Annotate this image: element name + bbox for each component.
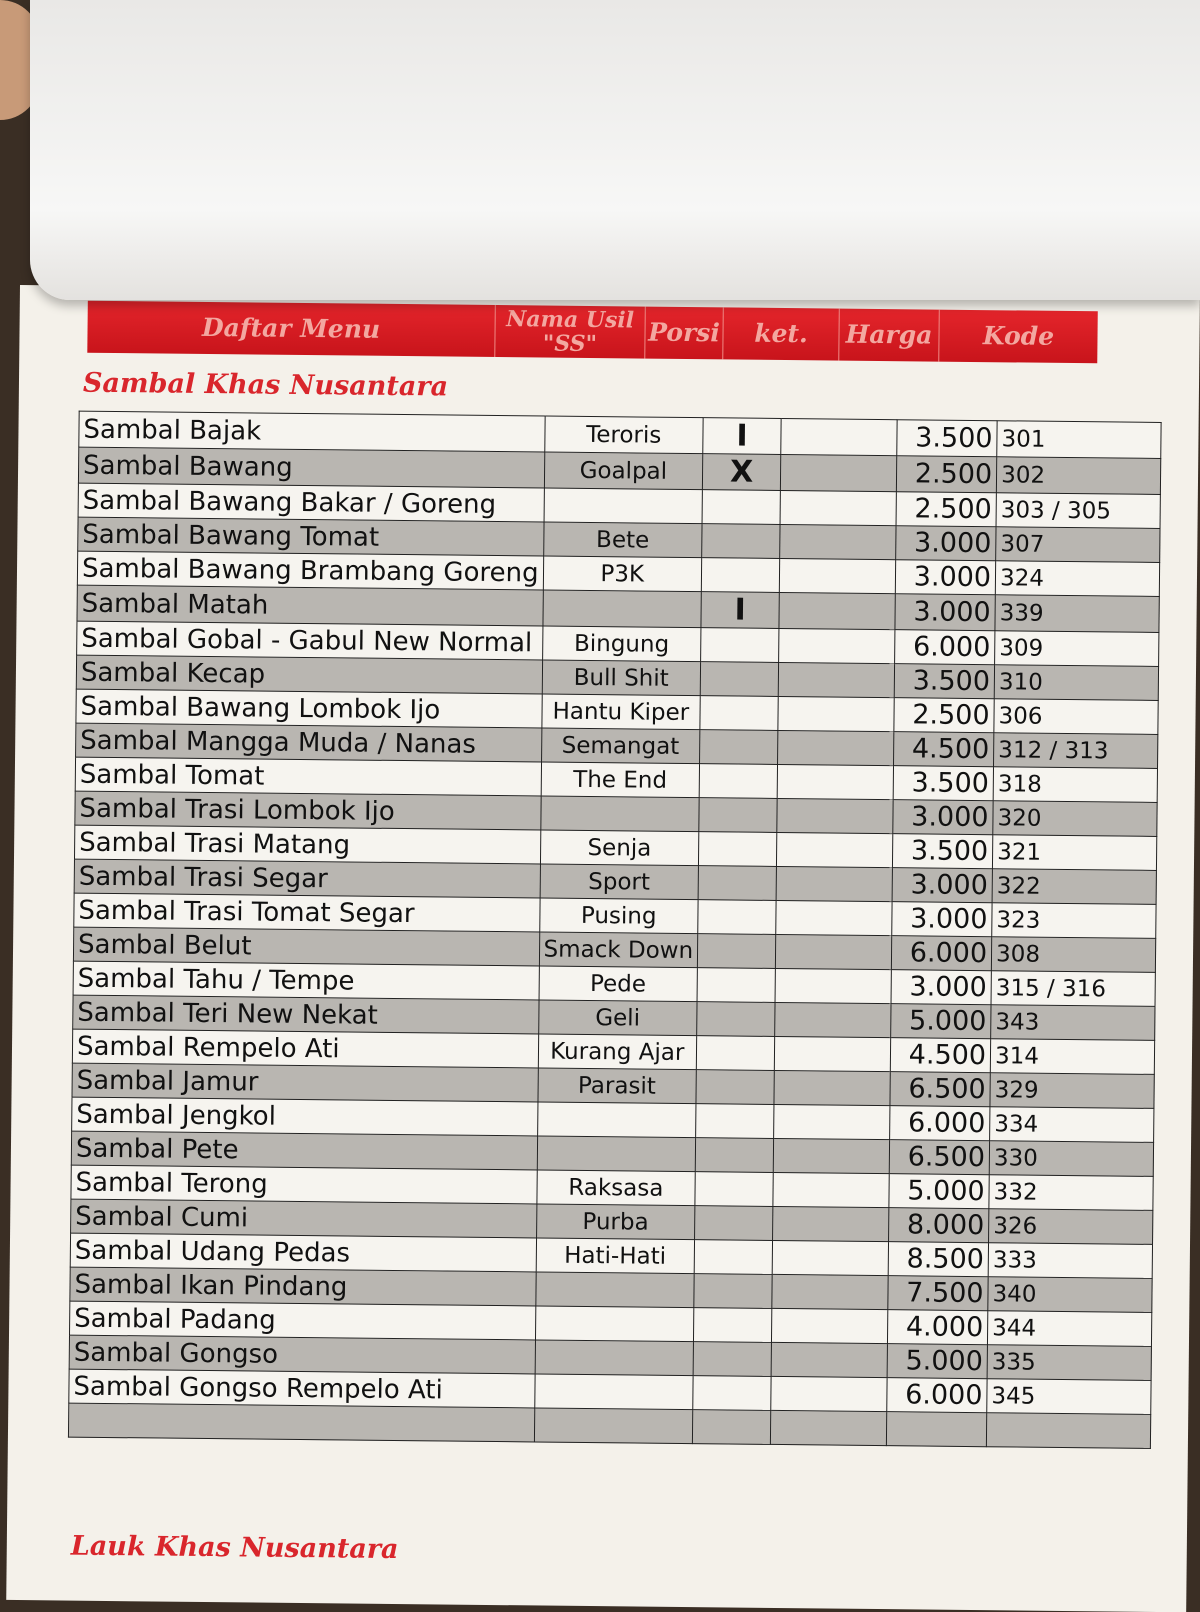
item-nickname: Sport: [540, 864, 699, 900]
item-code: 310: [994, 665, 1158, 701]
item-price: 3.000: [892, 868, 992, 903]
item-nickname: [544, 488, 703, 524]
item-price: 6.000: [895, 630, 995, 665]
item-price: 3.000: [895, 594, 995, 631]
item-note: [778, 662, 894, 697]
item-name: Sambal Matah: [77, 585, 543, 626]
item-portion: [695, 1172, 773, 1207]
item-name: Sambal Gongso Rempelo Ati: [69, 1369, 535, 1408]
item-name: Sambal Bawang Lombok Ijo: [76, 689, 542, 728]
item-portion: [703, 418, 781, 455]
item-note: [779, 592, 895, 629]
item-code: 315 / 316: [991, 971, 1155, 1007]
item-note: [777, 764, 893, 799]
item-name: Sambal Trasi Lombok Ijo: [75, 791, 541, 830]
item-name: Sambal Bawang: [78, 447, 544, 488]
item-note: [774, 1070, 890, 1105]
item-note: [779, 558, 895, 593]
item-note: [777, 798, 893, 833]
item-price: 4.500: [894, 732, 994, 767]
item-note: [780, 454, 896, 491]
item-note: [775, 934, 891, 969]
item-portion: [699, 764, 777, 799]
item-code: 314: [990, 1039, 1154, 1075]
item-name: Sambal Trasi Matang: [74, 825, 540, 864]
item-price: 3.000: [891, 970, 991, 1005]
item-code: 345: [987, 1379, 1151, 1415]
item-name: Sambal Belut: [73, 927, 539, 966]
item-name: Sambal Gongso: [69, 1335, 535, 1374]
item-note: [778, 696, 894, 731]
item-name: Sambal Teri New Nekat: [73, 995, 539, 1034]
item-price: 8.500: [888, 1242, 988, 1277]
item-note: [770, 1410, 886, 1445]
item-portion: [700, 662, 778, 697]
item-name: Sambal Mangga Muda / Nanas: [76, 723, 542, 762]
item-portion: [699, 832, 777, 867]
item-portion: [695, 1206, 773, 1241]
item-code: 335: [987, 1345, 1151, 1381]
item-portion: [702, 490, 780, 525]
item-name: Sambal Jengkol: [72, 1097, 538, 1136]
item-code: 307: [996, 527, 1160, 563]
item-nickname: Hati-Hati: [536, 1238, 695, 1274]
item-nickname: Pusing: [539, 898, 698, 934]
item-nickname: [534, 1408, 693, 1444]
header-kode: Kode: [982, 321, 1055, 351]
item-note: [777, 832, 893, 867]
item-portion: [700, 730, 778, 765]
item-code: 306: [994, 699, 1158, 735]
item-nickname: [534, 1374, 693, 1410]
item-note: [774, 1036, 890, 1071]
item-name: Sambal Pete: [71, 1131, 537, 1170]
item-price: 5.000: [887, 1344, 987, 1379]
item-nickname: Kurang Ajar: [538, 1034, 697, 1070]
item-name: Sambal Tahu / Tempe: [73, 961, 539, 1000]
item-name: Sambal Kecap: [76, 655, 542, 694]
item-code: 323: [992, 903, 1156, 939]
item-price: 4.000: [888, 1310, 988, 1345]
item-name: Sambal Udang Pedas: [70, 1233, 536, 1272]
item-nickname: Purba: [536, 1204, 695, 1240]
item-code: 318: [993, 767, 1157, 803]
item-nickname: Goalpal: [544, 452, 703, 490]
item-nickname: Bete: [543, 522, 702, 558]
header-menu: Daftar Menu: [87, 301, 496, 357]
item-price: 3.000: [892, 902, 992, 937]
item-code: 326: [989, 1209, 1153, 1245]
item-code: 334: [990, 1107, 1154, 1143]
item-nickname: [540, 796, 699, 832]
item-name: Sambal Bawang Brambang Goreng: [77, 551, 543, 590]
item-note: [774, 1104, 890, 1139]
order-sheet: [6, 285, 1200, 1612]
item-price: 2.500: [896, 456, 996, 493]
item-price: 6.000: [887, 1378, 987, 1413]
item-code: 332: [989, 1175, 1153, 1211]
item-nickname: Raksasa: [536, 1170, 695, 1206]
item-portion: [694, 1240, 772, 1275]
item-price: 6.000: [890, 1106, 990, 1141]
item-price: 4.500: [890, 1038, 990, 1073]
item-note: [775, 968, 891, 1003]
item-code: 302: [996, 457, 1160, 495]
header-usil: Nama Usil "SS": [495, 305, 646, 359]
item-name: Sambal Bawang Tomat: [78, 517, 544, 556]
item-nickname: [535, 1306, 694, 1342]
item-name: Sambal Terong: [71, 1165, 537, 1204]
item-note: [781, 418, 897, 455]
item-name: Sambal Jamur: [72, 1063, 538, 1102]
item-price: 6.000: [891, 936, 991, 971]
folded-page: [30, 0, 1200, 300]
item-nickname: Hantu Kiper: [541, 694, 700, 730]
item-nickname: The End: [541, 762, 700, 798]
item-code: 321: [993, 835, 1157, 871]
item-note: [776, 866, 892, 901]
item-code: 301: [997, 421, 1161, 459]
item-nickname: Semangat: [541, 728, 700, 764]
item-name: [68, 1403, 534, 1442]
item-portion: [693, 1376, 771, 1411]
item-portion: [702, 524, 780, 559]
item-name: Sambal Ikan Pindang: [70, 1267, 536, 1306]
item-portion: [698, 900, 776, 935]
item-nickname: [535, 1340, 694, 1376]
item-price: 3.500: [897, 420, 997, 457]
item-name: Sambal Trasi Segar: [74, 859, 540, 898]
item-name: Sambal Bawang Bakar / Goreng: [78, 483, 544, 522]
item-code: 340: [988, 1277, 1152, 1313]
item-note: [776, 900, 892, 935]
header-harga: Harga: [839, 309, 940, 362]
item-price: 6.500: [890, 1072, 990, 1107]
item-portion: [692, 1410, 770, 1445]
item-note: [773, 1172, 889, 1207]
item-price: 7.500: [888, 1276, 988, 1311]
item-nickname: Pede: [539, 966, 698, 1002]
item-price: 5.000: [889, 1174, 989, 1209]
item-code: 303 / 305: [996, 493, 1160, 529]
item-portion: [697, 934, 775, 969]
item-portion: [696, 1036, 774, 1071]
item-note: [772, 1308, 888, 1343]
item-nickname: Geli: [538, 1000, 697, 1036]
item-note: [780, 490, 896, 525]
item-portion: [694, 1274, 772, 1309]
item-portion: [695, 1138, 773, 1173]
item-nickname: [535, 1272, 694, 1308]
item-nickname: P3K: [543, 556, 702, 592]
item-portion: [696, 1070, 774, 1105]
item-nickname: Teroris: [544, 416, 703, 454]
item-code: 343: [991, 1005, 1155, 1041]
item-portion: [697, 968, 775, 1003]
table-header: [87, 301, 1097, 364]
item-price: 8.000: [889, 1208, 989, 1243]
header-ket: ket.: [723, 307, 840, 360]
item-note: [775, 1002, 891, 1037]
item-code: 308: [991, 937, 1155, 973]
item-price: [886, 1412, 986, 1447]
item-portion: [700, 696, 778, 731]
item-note: [771, 1376, 887, 1411]
item-name: Sambal Cumi: [71, 1199, 537, 1238]
item-code: 333: [988, 1243, 1152, 1279]
item-price: 3.500: [894, 664, 994, 699]
item-code: 339: [995, 595, 1159, 633]
item-nickname: Senja: [540, 830, 699, 866]
item-note: [780, 524, 896, 559]
item-nickname: Parasit: [538, 1068, 697, 1104]
handwritten-mark: X: [729, 454, 754, 490]
item-price: 6.500: [889, 1140, 989, 1175]
item-portion: [696, 1104, 774, 1139]
item-price: 2.500: [896, 492, 996, 527]
item-name: Sambal Gobal - Gabul New Normal: [77, 621, 543, 660]
item-code: 344: [988, 1311, 1152, 1347]
item-code: 309: [995, 631, 1159, 667]
item-portion: [701, 558, 779, 593]
item-portion: [701, 592, 779, 629]
item-name: Sambal Trasi Tomat Segar: [74, 893, 540, 932]
item-note: [772, 1240, 888, 1275]
item-code: 329: [990, 1073, 1154, 1109]
item-portion: [694, 1308, 772, 1343]
handwritten-mark: I: [736, 418, 748, 454]
item-portion: [699, 798, 777, 833]
item-note: [779, 628, 895, 663]
item-name: Sambal Bajak: [79, 411, 545, 452]
item-nickname: [537, 1136, 696, 1172]
item-price: 5.000: [891, 1004, 991, 1039]
item-nickname: Bull Shit: [542, 660, 701, 696]
item-price: 3.500: [893, 766, 993, 801]
item-note: [778, 730, 894, 765]
item-nickname: Bingung: [542, 626, 701, 662]
item-note: [771, 1342, 887, 1377]
section-title-lauk: Lauk Khas Nusantara: [70, 1530, 399, 1566]
item-nickname: Smack Down: [539, 932, 698, 968]
handwritten-mark: I: [734, 592, 746, 628]
item-portion: [702, 454, 780, 491]
item-code: 324: [995, 561, 1159, 597]
item-code: 312 / 313: [994, 733, 1158, 769]
header-porsi: Porsi: [645, 307, 724, 360]
item-name: Sambal Padang: [70, 1301, 536, 1340]
item-note: [773, 1206, 889, 1241]
item-nickname: [542, 590, 701, 628]
item-code: 320: [993, 801, 1157, 837]
item-price: 3.000: [893, 800, 993, 835]
item-nickname: [537, 1102, 696, 1138]
item-price: 3.500: [893, 834, 993, 869]
menu-table: [68, 411, 1162, 1449]
item-code: [986, 1413, 1150, 1449]
item-name: Sambal Tomat: [75, 757, 541, 796]
item-portion: [697, 1002, 775, 1037]
item-code: 330: [989, 1141, 1153, 1177]
item-price: 3.000: [896, 526, 996, 561]
item-portion: [698, 866, 776, 901]
item-price: 2.500: [894, 698, 994, 733]
item-portion: [701, 628, 779, 663]
item-portion: [693, 1342, 771, 1377]
item-name: Sambal Rempelo Ati: [72, 1029, 538, 1068]
item-note: [773, 1138, 889, 1173]
item-note: [772, 1274, 888, 1309]
item-code: 322: [992, 869, 1156, 905]
section-title-sambal: Sambal Khas Nusantara: [82, 367, 449, 403]
item-price: 3.000: [895, 560, 995, 595]
